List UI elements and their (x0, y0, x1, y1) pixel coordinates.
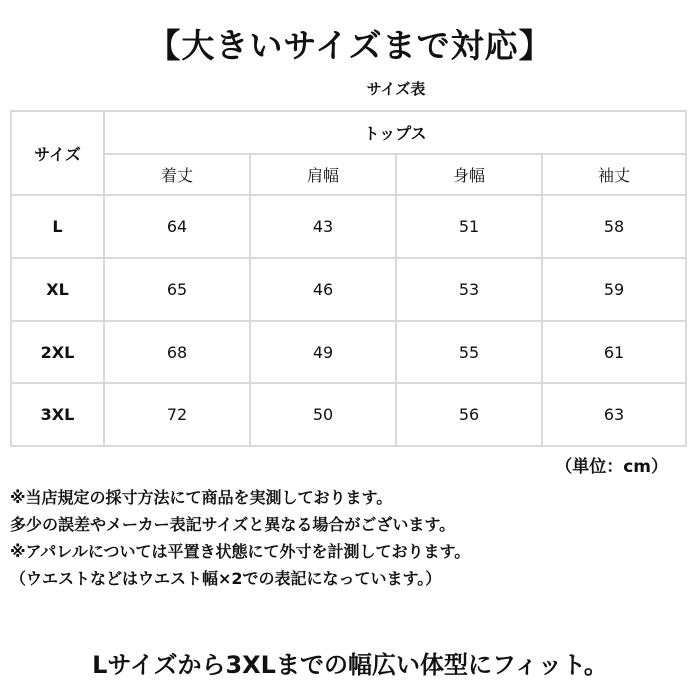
table-cell: 58 (542, 195, 686, 258)
column-header-shoulder: 肩幅 (250, 154, 396, 195)
column-header-length: 着丈 (104, 154, 250, 195)
notes (10, 484, 700, 592)
note-line: ※アパレルについては平置き状態にて外寸を計測しております。 (10, 542, 471, 561)
size-label: L (11, 195, 104, 258)
table-cell: 50 (250, 383, 396, 446)
table-cell: 51 (396, 195, 542, 258)
note-line: （ウエストなどはウエスト幅×2での表記になっています。） (10, 569, 442, 588)
table-cell: 56 (396, 383, 542, 446)
size-label: 2XL (11, 321, 104, 383)
note-line: ※当店規定の採寸方法にて商品を実測しております。 (10, 488, 393, 507)
table-cell: 61 (542, 321, 686, 383)
page-title: 【大きいサイズまで対応】 (147, 26, 553, 65)
table-row (11, 383, 686, 446)
table-cell: 49 (250, 321, 396, 383)
table-cell: 68 (104, 321, 250, 383)
table-cell: 65 (104, 258, 250, 321)
note-line: 多少の誤差やメーカー表記サイズと異なる場合がございます。 (10, 515, 456, 534)
table-cell: 46 (250, 258, 396, 321)
table-cell: 63 (542, 383, 686, 446)
table-row (11, 321, 686, 383)
table-caption: サイズ表 (366, 80, 426, 98)
column-header-chest: 身幅 (396, 154, 542, 195)
footer-tagline: Lサイズから3XLまでの幅広い体型にフィット。 (92, 651, 608, 679)
size-column-header: サイズ (11, 111, 104, 195)
table-cell: 53 (396, 258, 542, 321)
table-cell: 55 (396, 321, 542, 383)
table-cell: 43 (250, 195, 396, 258)
table-row (11, 258, 686, 321)
table-row (11, 195, 686, 258)
size-table (10, 110, 687, 447)
size-label: 3XL (11, 383, 104, 446)
table-cell: 64 (104, 195, 250, 258)
tops-group-header: トップス (104, 111, 686, 154)
size-label: XL (11, 258, 104, 321)
table-cell: 59 (542, 258, 686, 321)
table-cell: 72 (104, 383, 250, 446)
unit-note: （単位：cm） (555, 457, 668, 477)
column-header-sleeve: 袖丈 (542, 154, 686, 195)
